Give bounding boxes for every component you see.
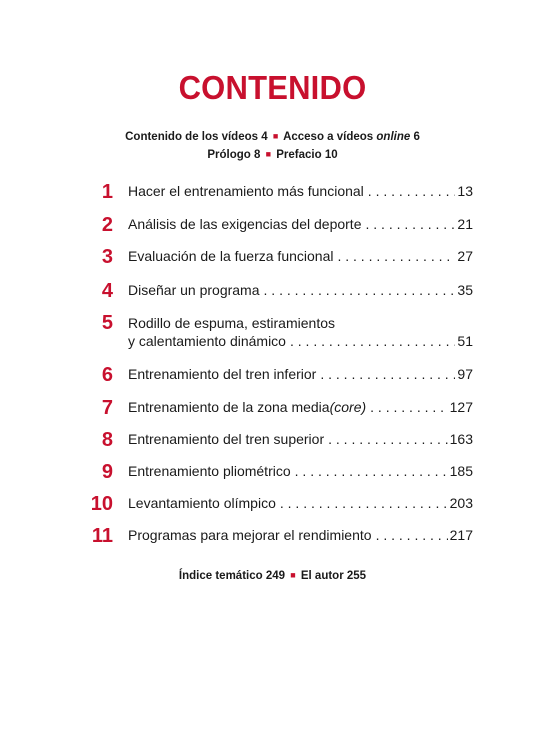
front-item-label: Contenido de los vídeos	[125, 131, 259, 143]
dot-leader	[264, 280, 456, 300]
chapter-title: Diseñar un programa	[128, 282, 260, 298]
front-item-label-italic: online	[376, 131, 411, 143]
chapter-title: Hacer el entrenamiento más funcional	[128, 183, 364, 199]
chapter-title-line-1: Rodillo de espuma, estiramientos	[128, 315, 335, 331]
toc-entry-continuation[interactable]	[0, 331, 545, 353]
back-item-page: 255	[346, 570, 367, 582]
toc-entry[interactable]	[0, 181, 545, 203]
back-item-label: Índice temático	[178, 570, 263, 582]
toc-entry[interactable]	[0, 364, 545, 386]
front-item-label: Acceso a vídeos	[283, 131, 377, 143]
front-item-page: 6	[413, 131, 420, 143]
dot-leader	[368, 181, 456, 201]
page-number: 203	[449, 495, 473, 511]
toc-entry[interactable]	[0, 429, 545, 451]
chapter-title: Entrenamiento de la zona media	[128, 399, 330, 415]
toc-entry[interactable]	[0, 461, 545, 483]
front-item-label: Prefacio	[276, 149, 322, 161]
dot-leader	[295, 461, 448, 481]
page-number: 21	[457, 216, 473, 232]
front-item-page: 4	[261, 131, 268, 143]
dot-leader	[337, 246, 455, 266]
chapter-number: 2	[101, 214, 113, 236]
page-number: 163	[449, 431, 473, 447]
front-item-page: 8	[254, 149, 261, 161]
page-number: 27	[457, 248, 473, 264]
chapter-title: Entrenamiento del tren inferior	[128, 366, 317, 382]
front-item-label: Prólogo	[207, 149, 251, 161]
page-number: 35	[457, 282, 473, 298]
dot-leader	[365, 214, 455, 234]
chapter-title-italic: (core)	[329, 399, 367, 415]
page-number: 51	[457, 333, 473, 349]
chapter-number: 7	[101, 397, 113, 419]
chapter-title: Evaluación de la fuerza funcional	[128, 248, 334, 264]
toc-entry[interactable]	[0, 493, 545, 515]
chapter-title: Levantamiento olímpico	[128, 495, 276, 511]
dot-leader	[320, 364, 455, 384]
chapter-title: Programas para mejorar el rendimiento	[128, 527, 372, 543]
chapter-title: Entrenamiento pliométrico	[128, 463, 291, 479]
page-number: 217	[449, 527, 473, 543]
dot-leader	[328, 429, 448, 449]
chapter-number: 11	[91, 525, 113, 547]
page-number: 97	[457, 366, 473, 382]
chapter-number: 6	[101, 364, 113, 386]
chapter-number: 10	[90, 493, 113, 515]
front-item-page: 10	[324, 149, 338, 161]
page-number: 127	[449, 399, 473, 415]
chapter-title: Entrenamiento del tren superior	[128, 431, 325, 447]
page-title: CONTENIDO	[178, 68, 367, 107]
dot-leader	[290, 331, 455, 351]
chapter-number: 9	[101, 461, 113, 483]
toc-entry[interactable]	[0, 246, 545, 268]
page-number: 13	[457, 183, 473, 199]
chapter-number: 3	[101, 246, 113, 268]
back-item-page: 249	[265, 570, 286, 582]
back-matter	[0, 570, 545, 582]
chapter-title: Análisis de las exigencias del deporte	[128, 216, 362, 232]
chapter-number: 8	[101, 429, 113, 451]
square-bullet-icon: ■	[290, 570, 296, 580]
toc-entry[interactable]	[0, 397, 545, 419]
dot-leader	[370, 397, 448, 417]
chapter-number: 1	[101, 181, 113, 203]
square-bullet-icon: ■	[272, 131, 279, 141]
toc-entry[interactable]	[0, 525, 545, 547]
chapter-number: 5	[101, 312, 113, 334]
chapter-title: y calentamiento dinámico	[128, 333, 286, 349]
page-number: 185	[449, 463, 473, 479]
dot-leader	[376, 525, 448, 545]
toc-entry[interactable]	[0, 214, 545, 236]
toc-entry[interactable]	[0, 280, 545, 302]
chapter-number: 4	[101, 280, 113, 302]
square-bullet-icon: ■	[265, 149, 272, 159]
dot-leader	[280, 493, 448, 513]
back-item-label: El autor	[300, 570, 344, 582]
